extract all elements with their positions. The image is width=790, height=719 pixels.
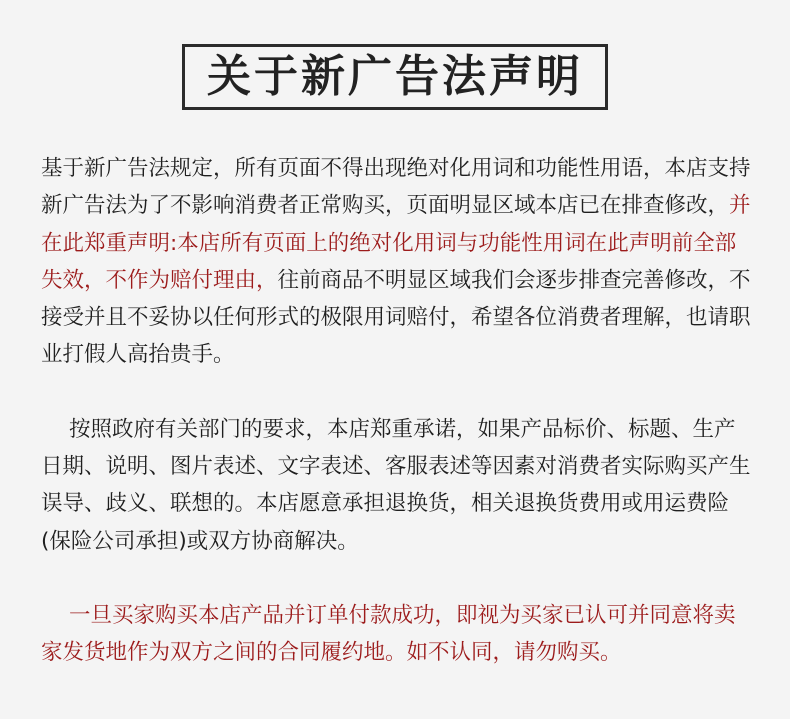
paragraph-commitment: 按照政府有关部门的要求，本店郑重承诺，如果产品标价、标题、生产日期、说明、图片表述、文字表述、客服表述等因素对消费者实际购买产生误导、歧义、联想的。本店愿意承担退换货，相关退换货费用或用运费险(保险公司承担)或双方协商解决。 bbox=[41, 416, 751, 554]
paragraph-ad-law-declaration: 并在此郑重声明:本店所有页面上的绝对化用词与功能性用词在此声明前全部失效，不作为赔付理由， bbox=[41, 193, 751, 293]
paragraph-ad-law-closing: 往前商品不明显区域我们会逐步排查完善修改，不接受并且不妥协以任何形式的极限用词赔付，希望各位消费者理解，也请职业打假人高抬贵手。 bbox=[41, 267, 751, 368]
paragraph-ad-law bbox=[41, 150, 756, 374]
page-title: 关于新广告法声明 bbox=[207, 51, 583, 102]
paragraph-ad-law-intro: 基于新广告法规定，所有页面不得出现绝对化用词和功能性用语，本店支持新广告法为了不影响消费者正常购买，页面明显区域本店已在排查修改， bbox=[41, 156, 751, 219]
paragraph-contract-location: 一旦买家购买本店产品并订单付款成功，即视为买家已认可并同意将卖家发货地作为双方之间的合同履约地。如不认同，请勿购买。 bbox=[41, 602, 736, 666]
title-box bbox=[182, 44, 608, 110]
statement-content bbox=[41, 150, 756, 672]
